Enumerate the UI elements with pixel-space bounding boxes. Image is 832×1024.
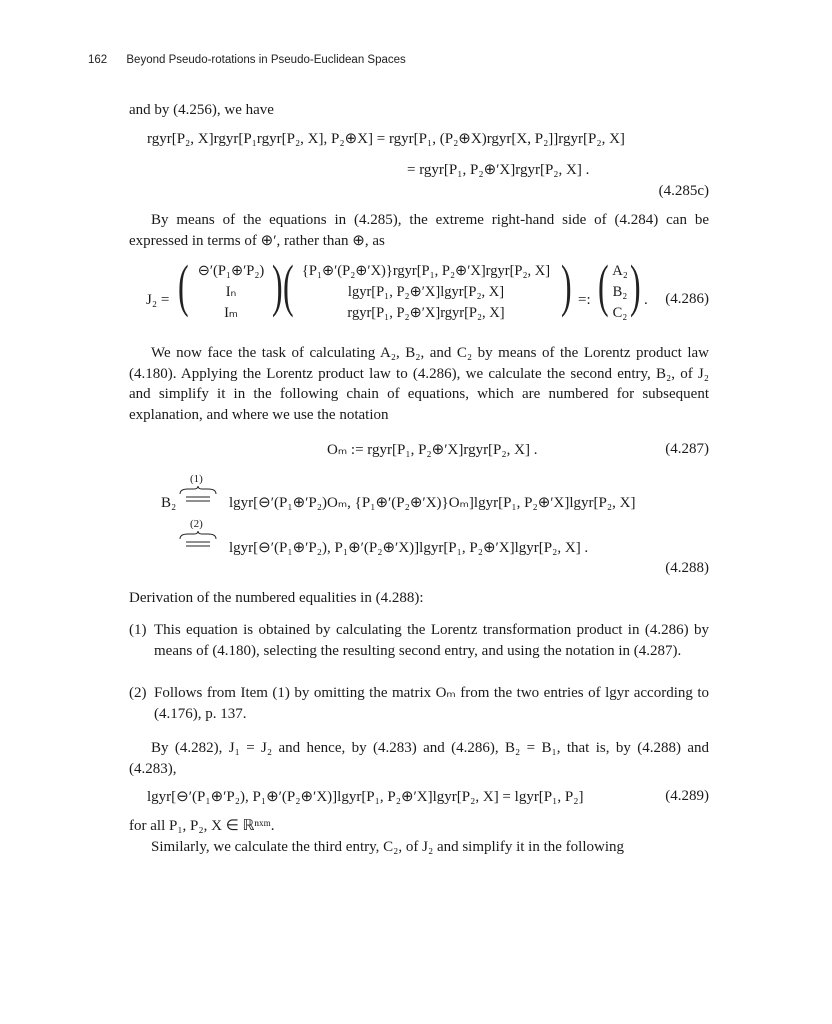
matrix-lhs: J₂ = <box>146 292 170 308</box>
paragraph-for-all: for all P₁, P₂, X ∈ ℝⁿˣᵐ. <box>129 818 275 834</box>
step-label-2: (2) <box>190 518 203 530</box>
list-item: (1) This equation is obtained by calculating the Lorentz transformation product in (4.286) by means of (4.180), selecting the resulting second entry, and using the notation in (4.287). <box>129 622 709 659</box>
equation-4-289: lgyr[⊖′(P₁⊕′P₂), P₁⊕′(P₂⊕′X)]lgyr[P₁, P₂⊕′X]lgyr[P₂, X] = lgyr[P₁, P₂] <box>147 789 584 805</box>
right-paren-3: ) <box>630 253 641 318</box>
matrix-col-3: A₂ B₂ C₂ <box>612 263 628 321</box>
overbrace-equals-2 <box>178 530 218 554</box>
equation-4-285c-line2: = rgyr[P₁, P₂⊕′X]rgyr[P₂, X] . <box>407 162 590 178</box>
equation-4-287: Oₘ := rgyr[P₁, P₂⊕′X]rgyr[P₂, X] . <box>327 442 538 458</box>
equation-label-4-286: (4.286) <box>665 291 709 307</box>
matrix-col-1: ⊖′(P₁⊕′P₂) Iₙ Iₘ <box>197 263 265 321</box>
list-item: (2) Follows from Item (1) by omitting the matrix Oₘ from the two entries of lgyr according to (4.176), p. 137. <box>129 685 709 722</box>
paragraph-means: By means of the equations in (4.285), the extreme right-hand side of (4.284) can be expressed in terms of ⊕′, rather than ⊕, as <box>129 212 709 249</box>
right-paren-2: ) <box>561 253 572 318</box>
paragraph-intro: and by (4.256), we have <box>129 102 274 118</box>
right-paren-1: ) <box>272 253 283 318</box>
equation-label-4-289: (4.289) <box>665 788 709 804</box>
left-paren-1: ( <box>178 253 189 318</box>
overbrace-equals-1 <box>178 485 218 509</box>
paragraph-derivation: Derivation of the numbered equalities in (4.288): <box>129 590 424 606</box>
b2-lhs: B₂ <box>161 495 177 511</box>
equation-label-4-285c: (4.285c) <box>658 183 709 199</box>
equation-4-288-line1: lgyr[⊖′(P₁⊕′P₂)Oₘ, {P₁⊕′(P₂⊕′X)}Oₘ]lgyr[P₁, P₂⊕′X]lgyr[P₂, X] <box>229 495 636 511</box>
equation-4-285c-line1: rgyr[P₂, X]rgyr[P₁rgyr[P₂, X], P₂⊕X] = rgyr[P₁, (P₂⊕X)rgyr[X, P₂]]rgyr[P₂, X] <box>147 131 625 147</box>
step-label-1: (1) <box>190 473 203 485</box>
running-header <box>88 54 406 66</box>
equation-label-4-288: (4.288) <box>665 560 709 576</box>
paragraph-similarly: Similarly, we calculate the third entry, C₂, of J₂ and simplify it in the following <box>151 839 625 855</box>
matrix-col-2: {P₁⊕′(P₂⊕′X)}rgyr[P₁, P₂⊕′X]rgyr[P₂, X] lgyr[P₁, P₂⊕′X]lgyr[P₂, X] rgyr[P₁, P₂⊕′X]rgyr[P₂, X] <box>301 263 551 321</box>
running-title: Beyond Pseudo-rotations in Pseudo-Euclidean Spaces <box>126 54 406 66</box>
left-paren-3: ( <box>598 253 609 318</box>
equation-4-288-line2: lgyr[⊖′(P₁⊕′P₂), P₁⊕′(P₂⊕′X)]lgyr[P₁, P₂⊕′X]lgyr[P₂, X] . <box>229 540 589 556</box>
defined-as: =: <box>578 292 591 308</box>
paragraph-by-4-282: By (4.282), J₁ = J₂ and hence, by (4.283) and (4.286), B₂ = B₁, that is, by (4.288) and (4.283), <box>129 740 709 777</box>
page-number: 162 <box>88 54 108 66</box>
equation-label-4-287: (4.287) <box>665 441 709 457</box>
matrix-period: . <box>644 292 648 308</box>
paragraph-task: We now face the task of calculating A₂, B₂, and C₂ by means of the Lorentz product law (4.180). Applying the Lorentz product law to (4.286), we calculate the second entry, B₂, of J₂ and simplify it in the following chain of equations, which are numbered for subsequent explanation, and where we use the notation <box>129 345 709 423</box>
left-paren-2: ( <box>283 253 294 318</box>
